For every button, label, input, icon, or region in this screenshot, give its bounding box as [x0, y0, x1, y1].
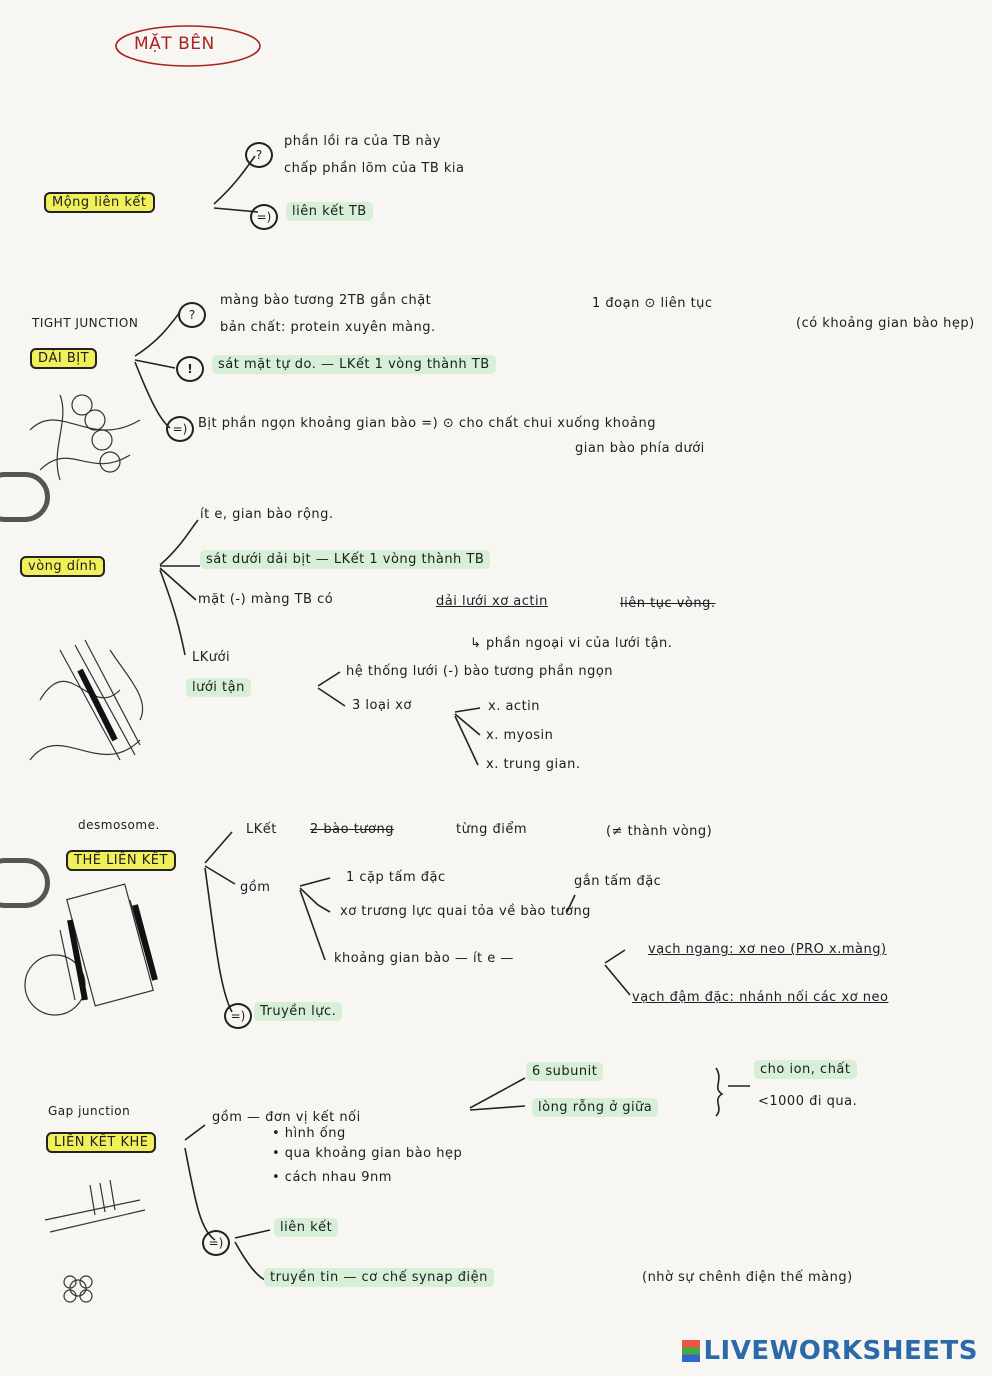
s3-fiber-1: x. actin [488, 699, 541, 714]
s5-conclusion-2: truyền tin — cơ chế synap điện [264, 1268, 494, 1287]
question-circle-icon: ? [245, 142, 273, 168]
s4-line-1c: từng điểm [456, 822, 527, 837]
s1-line-2: chấp phần lõm của TB kia [284, 161, 465, 176]
s3-title: vòng dính [20, 556, 105, 577]
s5-bullet-3: • cách nhau 9nm [272, 1170, 392, 1185]
s4-item-3: khoảng gian bào — ít e — [334, 951, 514, 966]
s3-line-3a: mặt (-) màng TB có [198, 592, 334, 607]
implies-circle-icon: =) [250, 204, 278, 230]
s3-line-1: ít e, gian bào rộng. [200, 507, 334, 522]
implies-circle-icon: =) [166, 416, 194, 442]
s3-sub-line-2: 3 loại xơ [352, 698, 412, 713]
s3-sub-title: lưới tận [186, 678, 251, 697]
exclamation-circle-icon: ! [176, 356, 204, 382]
s5-conclusion-1: liên kết [274, 1218, 338, 1237]
s5-english-label: Gap junction [48, 1104, 131, 1118]
s4-title: THỂ LIÊN KẾT [66, 850, 176, 871]
s4-conclusion: Truyền lực. [254, 1002, 342, 1021]
s4-item-2a: gắn tấm đặc [574, 874, 662, 889]
s5-bullet-2: • qua khoảng gian bào hẹp [272, 1146, 463, 1161]
s1-line-1: phần lồi ra của TB này [284, 134, 441, 149]
s2-line-4: Bịt phần ngọn khoảng gian bào =) ⊙ cho chất chui xuống khoảng [198, 416, 656, 431]
s1-title: Mộng liên kết [44, 192, 155, 213]
s5-title: LIÊN KẾT KHE [46, 1132, 156, 1153]
s5-center: lòng rỗng ở giữa [532, 1098, 658, 1117]
implies-circle-icon: =) [224, 1003, 252, 1029]
s1-conclusion: liên kết TB [286, 202, 373, 221]
s3-sub-line-1: hệ thống lưới (-) bào tương phần ngọn [346, 664, 614, 679]
s3-line-3b: dải lưới xơ actin [436, 594, 548, 609]
s4-item-1: 1 cặp tấm đặc [346, 870, 446, 885]
s4-line-1d: (≠ thành vòng) [606, 824, 713, 839]
s3-sub-label: LKưới [192, 650, 231, 665]
s5-gom: gồm — đơn vị kết nối [212, 1110, 361, 1125]
s2-line-1c: (có khoảng gian bào hẹp) [796, 316, 975, 331]
s5-result-1: cho ion, chất [754, 1060, 857, 1079]
s2-title: DẢI BỊT [30, 348, 97, 369]
s2-line-1: màng bào tương 2TB gắn chặt [220, 293, 432, 308]
s3-line-3c: liên tục vòng. [620, 596, 716, 611]
s4-line-1b: 2 bào tương [310, 822, 394, 837]
s4-item-2: xơ trương lực quai tỏa về bào tương [340, 904, 591, 919]
liveworksheets-logo-icon [682, 1340, 700, 1362]
s4-line-1a: LKết [246, 822, 277, 837]
s5-result-2: <1000 đi qua. [758, 1094, 858, 1109]
s5-conclusion-2b: (nhờ sự chênh điện thế màng) [642, 1270, 853, 1285]
s2-line-1b: 1 đoạn ⊙ liên tục [592, 296, 713, 311]
implies-circle-icon: =) [202, 1230, 230, 1256]
s3-line-2: sát dưới dải bịt — LKết 1 vòng thành TB [200, 550, 490, 569]
s4-gom-label: gồm [240, 880, 271, 895]
s2-line-3: sát mặt tự do. — LKết 1 vòng thành TB [212, 355, 496, 374]
s3-line-4: ↳ phần ngoại vi của lưới tận. [470, 636, 673, 651]
s3-fiber-2: x. myosin [486, 728, 554, 743]
s2-line-5: gian bào phía dưới [575, 441, 705, 456]
s5-subunit: 6 subunit [526, 1062, 603, 1081]
s4-item-3a: vạch ngang: xơ neo (PRO x.màng) [648, 942, 887, 957]
s3-fiber-3: x. trung gian. [486, 757, 581, 772]
page-heading: MẶT BÊN [134, 34, 215, 54]
s5-bullet-1: • hình ống [272, 1126, 346, 1141]
s4-item-3b: vạch đậm đặc: nhánh nối các xơ neo [632, 990, 889, 1005]
s2-line-2: bản chất: protein xuyên màng. [220, 320, 436, 335]
question-circle-icon: ? [178, 302, 206, 328]
s2-english-label: TIGHT JUNCTION [32, 316, 139, 330]
s4-english-label: desmosome. [78, 818, 160, 832]
liveworksheets-logo: LIVEWORKSHEETS [682, 1336, 978, 1366]
